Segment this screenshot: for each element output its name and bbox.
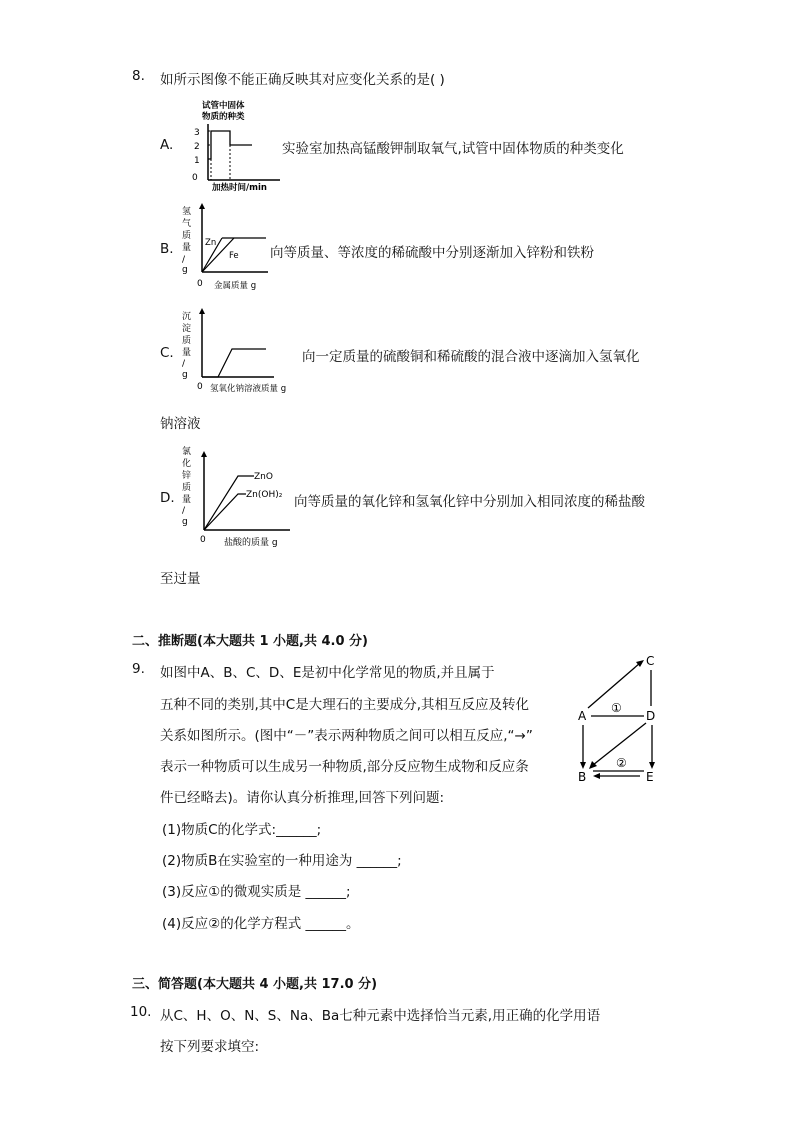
q8-stem: 如所示图像不能正确反映其对应变化关系的是( ) <box>160 72 445 88</box>
q9-line-3: 关系如图所示。(图中“－”表示两种物质之间可以相互反应,“→” <box>160 728 533 744</box>
graph-b-ylabel-char: 氢 <box>182 207 192 217</box>
q9-sub-2: (2)物质B在实验室的一种用途为 ______; <box>162 853 402 869</box>
graph-c-curve <box>202 349 266 377</box>
graph-c-ylabel-char: 量 <box>182 348 192 358</box>
q8-option-a-letter: A. <box>160 137 174 153</box>
q8-graph-d <box>180 442 294 548</box>
graph-d-ylabel-char: / <box>182 506 186 516</box>
graph-d-ylabel-char: 化 <box>182 459 192 469</box>
q8-number: 8. <box>132 68 145 84</box>
q8-option-b-text: 向等质量、等浓度的稀硫酸中分别逐渐加入锌粉和铁粉 <box>270 245 594 261</box>
q9-diagram <box>574 650 664 786</box>
section-2-heading: 二、推断题(本大题共 1 小题,共 4.0 分) <box>132 634 368 649</box>
arrow-icon <box>580 762 586 769</box>
node-e: E <box>646 770 654 784</box>
graph-d-origin: 0 <box>200 535 206 545</box>
graph-d-xlabel: 盐酸的质量 g <box>224 538 278 548</box>
graph-a-origin: 0 <box>192 173 198 183</box>
graph-d-label-zno: ZnO <box>254 472 273 482</box>
q8-option-c-text-cont: 钠溶液 <box>160 416 201 432</box>
q9-number: 9. <box>132 661 145 677</box>
q8-option-c-text: 向一定质量的硫酸铜和稀硫酸的混合液中逐滴加入氢氧化 <box>302 349 640 365</box>
graph-a-ytick-2: 2 <box>194 142 200 152</box>
q10-number: 10. <box>130 1004 152 1020</box>
reaction-2-label: ② <box>616 756 627 770</box>
graph-a-ylabel-line1: 试管中固体 <box>202 101 245 111</box>
graph-b-ylabel-char: 质 <box>182 231 192 241</box>
graph-c-ylabel-char: 沉 <box>182 312 192 322</box>
q8-graph-b <box>180 200 270 294</box>
arrow-icon <box>593 773 600 779</box>
graph-c-xlabel: 氢氧化钠溶液质量 g <box>210 384 287 394</box>
q8-option-d-text-cont: 至过量 <box>160 571 201 587</box>
graph-b-ylabel-char: / <box>182 255 186 265</box>
graph-b-y-arrow-icon <box>199 203 205 209</box>
q9-line-1: 如图中A、B、C、D、E是初中化学常见的物质,并且属于 <box>160 665 495 681</box>
graph-c-y-arrow-icon <box>199 308 205 314</box>
graph-b-ylabel-char: 气 <box>182 219 192 229</box>
q9-line-5: 件已经略去)。请你认真分析推理,回答下列问题: <box>160 790 445 806</box>
q8-graph-c <box>180 303 302 397</box>
node-a: A <box>578 709 587 723</box>
q9-sub-1: (1)物质C的化学式:______; <box>162 822 322 838</box>
q10-line-2: 按下列要求填空: <box>160 1039 260 1055</box>
node-b: B <box>578 770 587 784</box>
q8-option-c-letter: C. <box>160 345 174 361</box>
reaction-1-label: ① <box>611 701 622 715</box>
q8-option-b-letter: B. <box>160 241 174 257</box>
graph-b-ylabel-char: g <box>182 265 188 275</box>
graph-b-label-zn: Zn <box>205 238 217 248</box>
graph-d-ylabel-char: 质 <box>182 483 192 493</box>
graph-c-ylabel-char: / <box>182 359 186 369</box>
graph-d-ylabel-char: 氯 <box>182 447 192 457</box>
graph-c-ylabel-char: 淀 <box>182 324 192 334</box>
graph-d-ylabel-char: g <box>182 517 188 527</box>
graph-a-ytick-1: 1 <box>194 156 200 166</box>
q10-line-1: 从C、H、O、N、S、Na、Ba七种元素中选择恰当元素,用正确的化学用语 <box>160 1008 601 1024</box>
graph-d-y-arrow-icon <box>201 451 207 457</box>
graph-b-label-fe: Fe <box>229 251 239 261</box>
q8-option-d-text: 向等质量的氧化锌和氢氧化锌中分别加入相同浓度的稀盐酸 <box>294 494 645 510</box>
graph-a-xlabel: 加热时间/min <box>212 183 267 192</box>
graph-d-ylabel-char: 量 <box>182 495 192 505</box>
q9-line-2: 五种不同的类别,其中C是大理石的主要成分,其相互反应及转化 <box>160 697 530 713</box>
arrow-icon <box>649 762 655 769</box>
q8-option-a-text: 实验室加热高锰酸钾制取氧气,试管中固体物质的种类变化 <box>282 141 624 157</box>
graph-a-ylabel-line2: 物质的种类 <box>202 112 245 122</box>
graph-b-origin: 0 <box>197 279 203 289</box>
graph-d-ylabel-char: 锌 <box>182 471 192 481</box>
graph-b-xlabel: 金属质量 g <box>214 281 257 291</box>
graph-c-origin: 0 <box>197 382 203 392</box>
q9-sub-4: (4)反应②的化学方程式 ______。 <box>162 916 360 932</box>
node-d: D <box>646 709 656 723</box>
graph-c-ylabel-char: g <box>182 370 188 380</box>
q9-sub-3: (3)反应①的微观实质是 ______; <box>162 884 351 900</box>
graph-a-ytick-3: 3 <box>194 128 200 138</box>
section-3-heading: 三、简答题(本大题共 4 小题,共 17.0 分) <box>132 977 378 992</box>
q8-option-d-letter: D. <box>160 490 175 506</box>
graph-d-line-znoh2 <box>204 494 246 530</box>
node-c: C <box>646 654 655 668</box>
graph-c-ylabel-char: 质 <box>182 336 192 346</box>
q9-line-4: 表示一种物质可以生成另一种物质,部分反应物生成物和反应条 <box>160 759 529 775</box>
graph-d-label-znoh2: Zn(OH)₂ <box>246 490 283 500</box>
q8-graph-a <box>184 98 294 192</box>
graph-b-ylabel-char: 量 <box>182 243 192 253</box>
